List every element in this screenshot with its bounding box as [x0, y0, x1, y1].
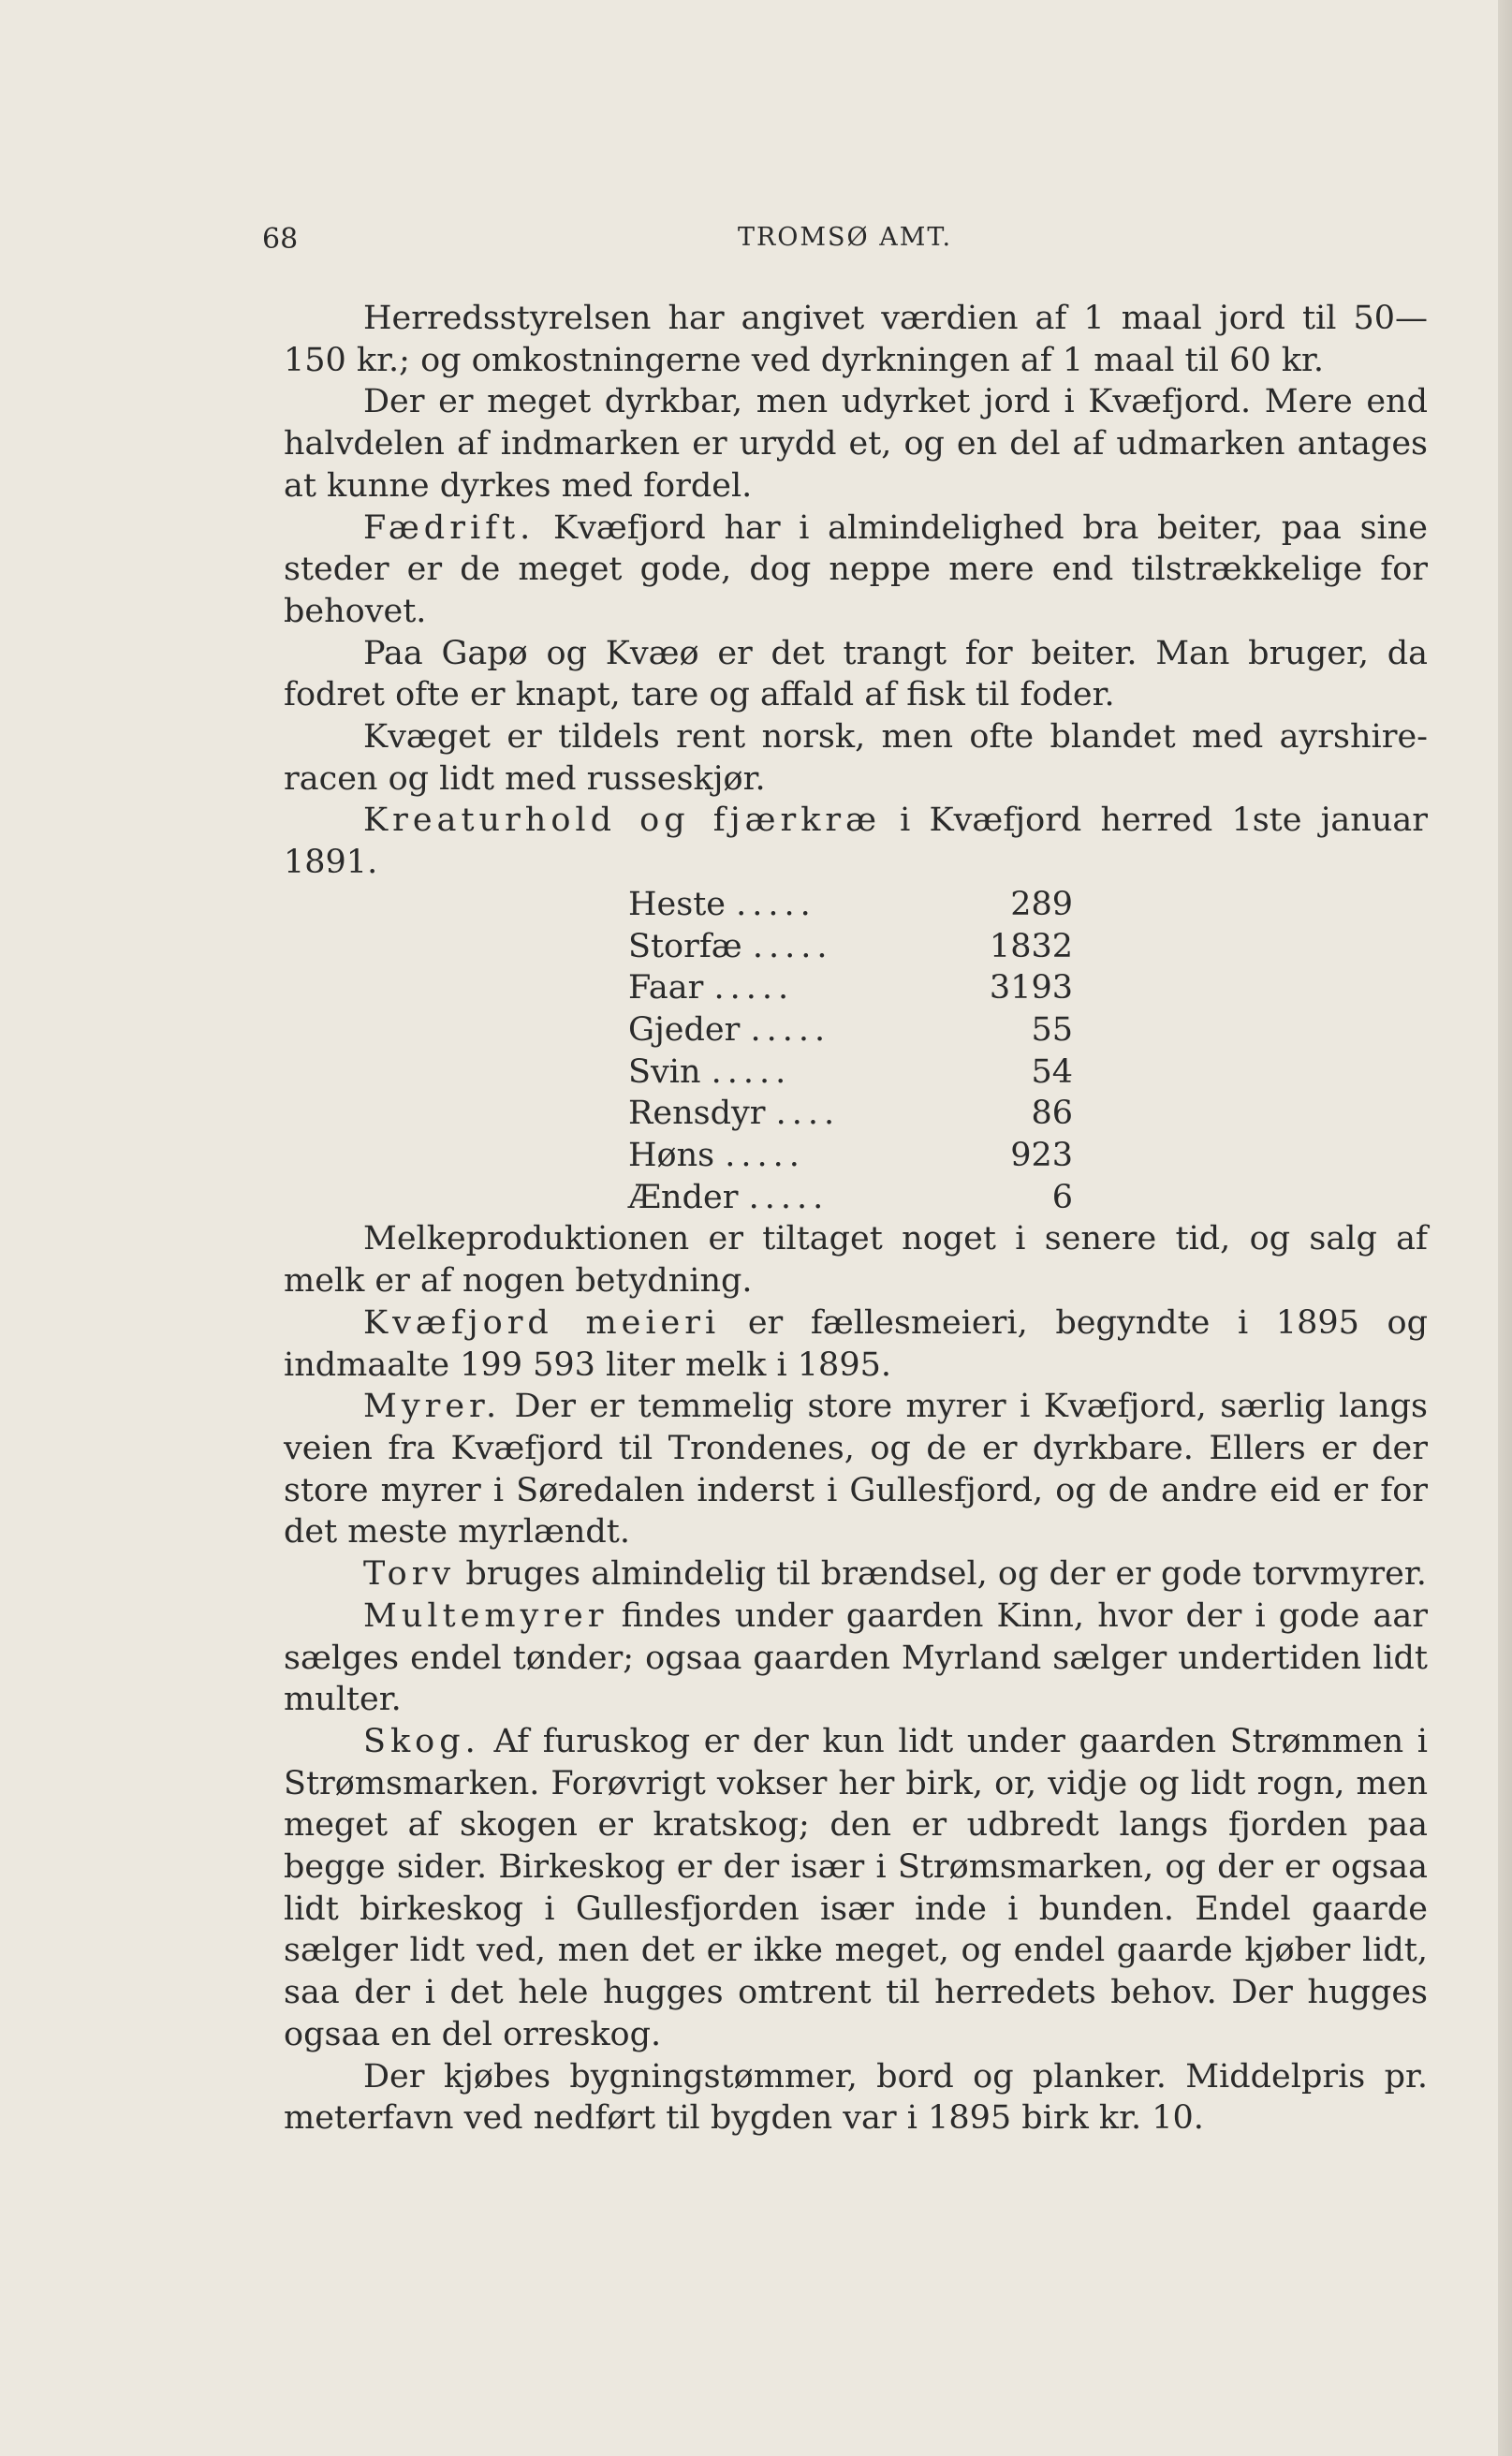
table-row: Svin ..... 54	[628, 1052, 1073, 1091]
section-lead: Myrer.	[363, 1388, 502, 1426]
section-lead: Fædrift.	[363, 508, 536, 547]
table-row: Gjeder ..... 55	[628, 1010, 1073, 1049]
paragraph-myrer: Myrer. Der er temmelig store myrer i Kvæfjord, særlig langs veien fra Kvæfjord til Trondenes, og de er dyrkbare. Ellers er der store myrer i Søredalen inderst i Gullesfjord, og de andre eid er for det meste myrlændt.	[284, 1388, 1428, 1552]
paragraph-melk: Melkeproduktionen er tiltaget noget i senere tid, og salg af melk er af nogen betydning.	[284, 1220, 1428, 1301]
table-row: Rensdyr .... 86	[628, 1095, 1073, 1133]
paragraph-faedrift: Fædrift. Kvæfjord har i almindelighed bra beiter, paa sine steder er de meget gode, dog neppe mere end tilstrækkelige for behovet.	[284, 508, 1428, 630]
table-row: Storfæ ..... 1832	[628, 927, 1073, 965]
paragraph-multemyrer: Multemyrer findes under gaarden Kinn, hvor der i gode aar sælges endel tønder; ogsaa gaarden Myrland sælger undertiden lidt multer.	[284, 1596, 1428, 1719]
paragraph-bygningstommer: Der kjøbes bygningstømmer, bord og planker. Middelpris pr. meterfavn ved nedført til bygden var i 1895 birk kr. 10.	[284, 2057, 1428, 2138]
paragraph: Herredsstyrelsen har angivet værdien af 1 maal jord til 50—150 kr.; og omkostningerne ved dyrkningen af 1 maal til 60 kr.	[284, 300, 1428, 379]
running-title: TROMSØ AMT.	[737, 223, 953, 252]
paragraph: Der er meget dyrkbar, men udyrket jord i Kvæfjord. Mere end halvdelen af indmarken er urydd et, og en del af udmarken antages at kunne dyrkes med fordel.	[284, 383, 1428, 505]
section-lead: Torv	[363, 1555, 456, 1594]
page-body	[284, 298, 1428, 2140]
section-lead: Multemyrer	[363, 1596, 609, 1635]
livestock-table	[628, 884, 1073, 1219]
section-lead: Kreaturhold og fjærkræ	[363, 802, 882, 840]
section-lead: Kvæfjord meieri	[363, 1303, 721, 1342]
page-number: 68	[262, 223, 299, 256]
paragraph-kreaturhold: Kreaturhold og fjærkræ i Kvæfjord herred 1ste januar 1891.	[284, 802, 1428, 882]
table-row: Faar ..... 3193	[628, 969, 1073, 1007]
paragraph: Paa Gapø og Kvæø er det trangt for beiter. Man bruger, da fodret ofte er knapt, tare og affald af fisk til foder.	[284, 634, 1428, 714]
table-row: Ænder ..... 6	[628, 1178, 1073, 1216]
page-edge	[1498, 0, 1512, 2456]
paragraph-torv: Torv bruges almindelig til brændsel, og der er gode torvmyrer.	[363, 1555, 1427, 1594]
paragraph-meieri: Kvæfjord meieri er fællesmeieri, begyndte i 1895 og indmaalte 199 593 liter melk i 1895.	[284, 1303, 1428, 1384]
section-lead: Skog.	[363, 1722, 480, 1760]
paragraph-skog: Skog. Af furuskog er der kun lidt under gaarden Strømmen i Strømsmarken. Forøvrigt vokser her birk, or, vidje og lidt rogn, men meget af skogen er kratskog; den er udbredt langs fjorden paa begge sider. Birkeskog er der især i Strømsmarken, og der er ogsaa lidt birkeskog i Gullesfjorden især inde i bunden. Endel gaarde sælger lidt ved, men det er ikke meget, og endel gaarde kjøber lidt, saa der i det hele hugges omtrent til herredets behov. Der hugges ogsaa en del orreskog.	[284, 1722, 1428, 2053]
table-row: Høns ..... 923	[628, 1137, 1073, 1175]
paragraph: Kvæget er tildels rent norsk, men ofte blandet med ayrshire-racen og lidt med russeskjør.	[284, 718, 1428, 798]
table-row: Heste ..... 289	[628, 885, 1073, 923]
page-header	[262, 223, 1428, 260]
